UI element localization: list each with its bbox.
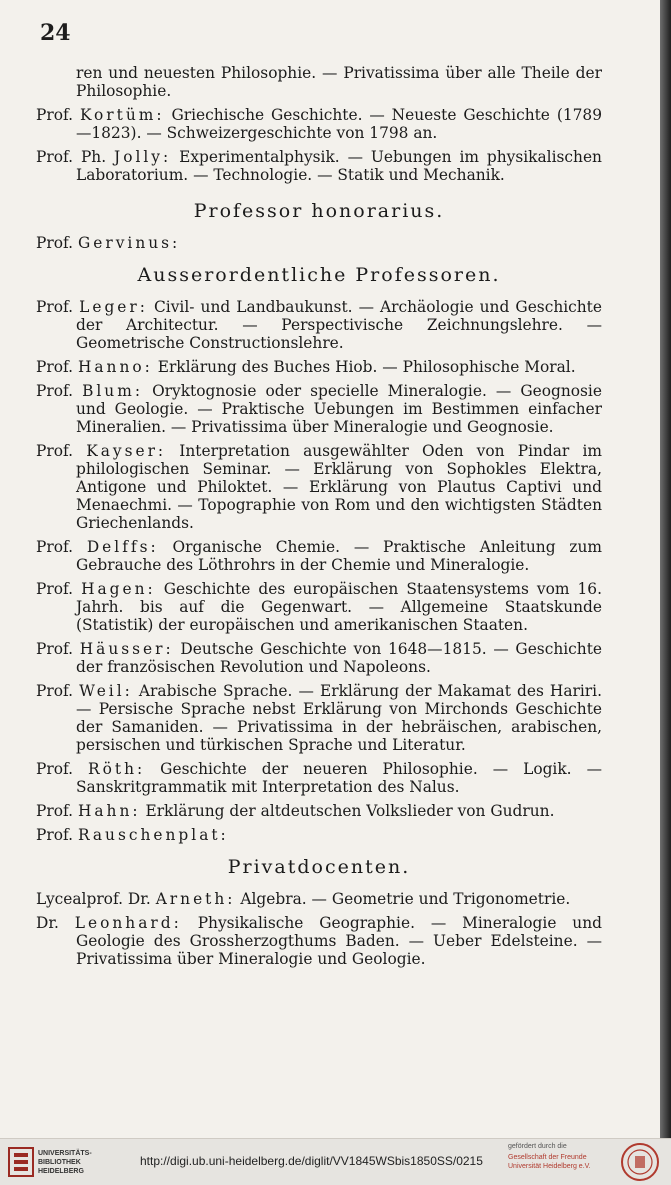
entry-title: Prof. (36, 358, 74, 376)
sponsor-name: Gesellschaft der Freunde Universität Heidelberg e.V. (508, 1154, 591, 1170)
professor-name: Weil: (79, 682, 133, 700)
entry-hahn (36, 802, 602, 820)
entry-text: Experimentalphysik. — Uebungen im physikalischen Laboratorium. — Technologie. — Statik und Mechanik. (76, 148, 602, 184)
entry-text: Physikalische Geographie. — Mineralogie und Geologie des Grossherzogthums Baden. — Ueber Edelsteine. — Privatissima über Mineralogie und Geologie. (76, 914, 602, 968)
section-heading-honorarius: Professor honorarius. (193, 200, 445, 222)
page-content (36, 64, 602, 974)
entry-title: Prof. (36, 298, 74, 316)
entry-kayser (36, 442, 602, 532)
entry-title: Dr. (36, 914, 59, 932)
entry-hanno (36, 358, 602, 376)
entry-haeusser (36, 640, 602, 676)
entry-title: Prof. (36, 106, 74, 124)
library-name: UNIVERSITÄTS- BIBLIOTHEK HEIDELBERG (38, 1150, 92, 1175)
entry-gervinus (36, 234, 602, 252)
professor-name: Delffs: (86, 538, 159, 556)
professor-name: Hahn: (77, 802, 141, 820)
entry-roeth (36, 760, 602, 796)
entry-delffs (36, 538, 602, 574)
entry-text: Arabische Sprache. — Erklärung der Makamat des Hariri. — Persische Sprache nebst Erklärung von Mirchonds Geschichte der Samaniden. — Privatissima in der hebräischen, arabischen, persischen und türkischen Sprache und Literatur. (76, 682, 602, 754)
viewer-footer (0, 1138, 671, 1185)
entry-text: Geschichte des europäischen Staatensystems vom 16. Jahrh. bis auf die Gegenwart. — Allgemeine Staatskunde (Statistik) der europäischen und amerikanischen Staaten. (76, 580, 602, 634)
entry-text: Griechische Geschichte. — Neueste Geschichte (1789 —1823). — Schweizergeschichte von 1798 an. (76, 106, 602, 142)
entry-rauschenplat (36, 826, 602, 844)
entry-weil (36, 682, 602, 754)
entry-jolly (36, 148, 602, 184)
entry-leonhard (36, 914, 602, 968)
entry-title: Prof. (36, 802, 74, 820)
entry-leger (36, 298, 602, 352)
entry-blum (36, 382, 602, 436)
entry-text: Erklärung des Buches Hiob. — Philosophische Moral. (157, 358, 576, 376)
professor-name: Gervinus: (77, 234, 181, 252)
professor-name: Leger: (79, 298, 148, 316)
entry-kortuem (36, 106, 602, 142)
professor-name: Röth: (88, 760, 146, 778)
professor-name: Rauschenplat: (77, 826, 229, 844)
entry-text: Deutsche Geschichte von 1648—1815. — Geschichte der französischen Revolution und Napoleons. (76, 640, 602, 676)
entry-title: Lycealprof. Dr. (36, 890, 151, 908)
permalink-url[interactable]: http://digi.ub.uni-heidelberg.de/diglit/VV1845WSbis1850SS/0215 (140, 1154, 483, 1168)
entry-text: Oryktognosie oder specielle Mineralogie. — Geognosie und Geologie. — Praktische Uebungen im Bestimmen einfacher Mineralien. — Privatissima über Mineralogie und Geognosie. (76, 382, 602, 436)
entry-text: Interpretation ausgewählter Oden von Pindar im philologischen Seminar. — Erklärung von Sophokles Elektra, Antigone und Philoktet. — Erklärung von Plautus Captivi und Menaechmi. — Topographie von Rom und den wichtigsten Städten Griechenlands. (76, 442, 602, 532)
university-seal-icon (620, 1142, 660, 1182)
sponsor-note: gefördert durch die (508, 1143, 567, 1150)
professor-name: Blum: (82, 382, 144, 400)
entry-text: Organische Chemie. — Praktische Anleitung zum Gebrauche des Löthrohrs in der Chemie und Mineralogie. (76, 538, 602, 574)
entry-title: Prof. (36, 234, 74, 252)
professor-name: Jolly: (114, 148, 172, 166)
professor-name: Arneth: (155, 890, 236, 908)
entry-text: Geschichte der neueren Philosophie. — Logik. — Sanskritgrammatik mit Interpretation des Nalus. (76, 760, 602, 796)
professor-name: Kayser: (86, 442, 167, 460)
entry-text: Civil- und Landbaukunst. — Archäologie und Geschichte der Architectur. — Perspectivische Zeichnungslehre. — Geometrische Constructionslehre. (76, 298, 602, 352)
entry-title: Prof. (36, 382, 74, 400)
entry-title: Prof. (36, 640, 74, 658)
professor-name: Häusser: (79, 640, 174, 658)
section-heading-ausserordentliche: Ausserordentliche Professoren. (137, 264, 501, 286)
entry-title: Prof. (36, 760, 74, 778)
page-number: 24 (40, 20, 71, 46)
page-edge-shadow (660, 0, 671, 1138)
entry-title: Prof. Ph. (36, 148, 107, 166)
library-logo-icon (8, 1147, 34, 1177)
professor-name: Leonhard: (74, 914, 182, 932)
entry-hagen (36, 580, 602, 634)
entry-continuation: ren und neuesten Philosophie. — Privatissima über alle Theile der Philosophie. (76, 64, 602, 100)
entry-text: Erklärung der altdeutschen Volkslieder von Gudrun. (145, 802, 555, 820)
entry-title: Prof. (36, 826, 74, 844)
entry-title: Prof. (36, 538, 74, 556)
section-heading-privatdocenten: Privatdocenten. (227, 856, 411, 878)
entry-title: Prof. (36, 442, 74, 460)
entry-text: Algebra. — Geometrie und Trigonometrie. (240, 890, 571, 908)
entry-title: Prof. (36, 580, 74, 598)
professor-name: Hanno: (77, 358, 153, 376)
professor-name: Kortüm: (79, 106, 165, 124)
entry-arneth (36, 890, 602, 908)
professor-name: Hagen: (81, 580, 156, 598)
entry-title: Prof. (36, 682, 74, 700)
